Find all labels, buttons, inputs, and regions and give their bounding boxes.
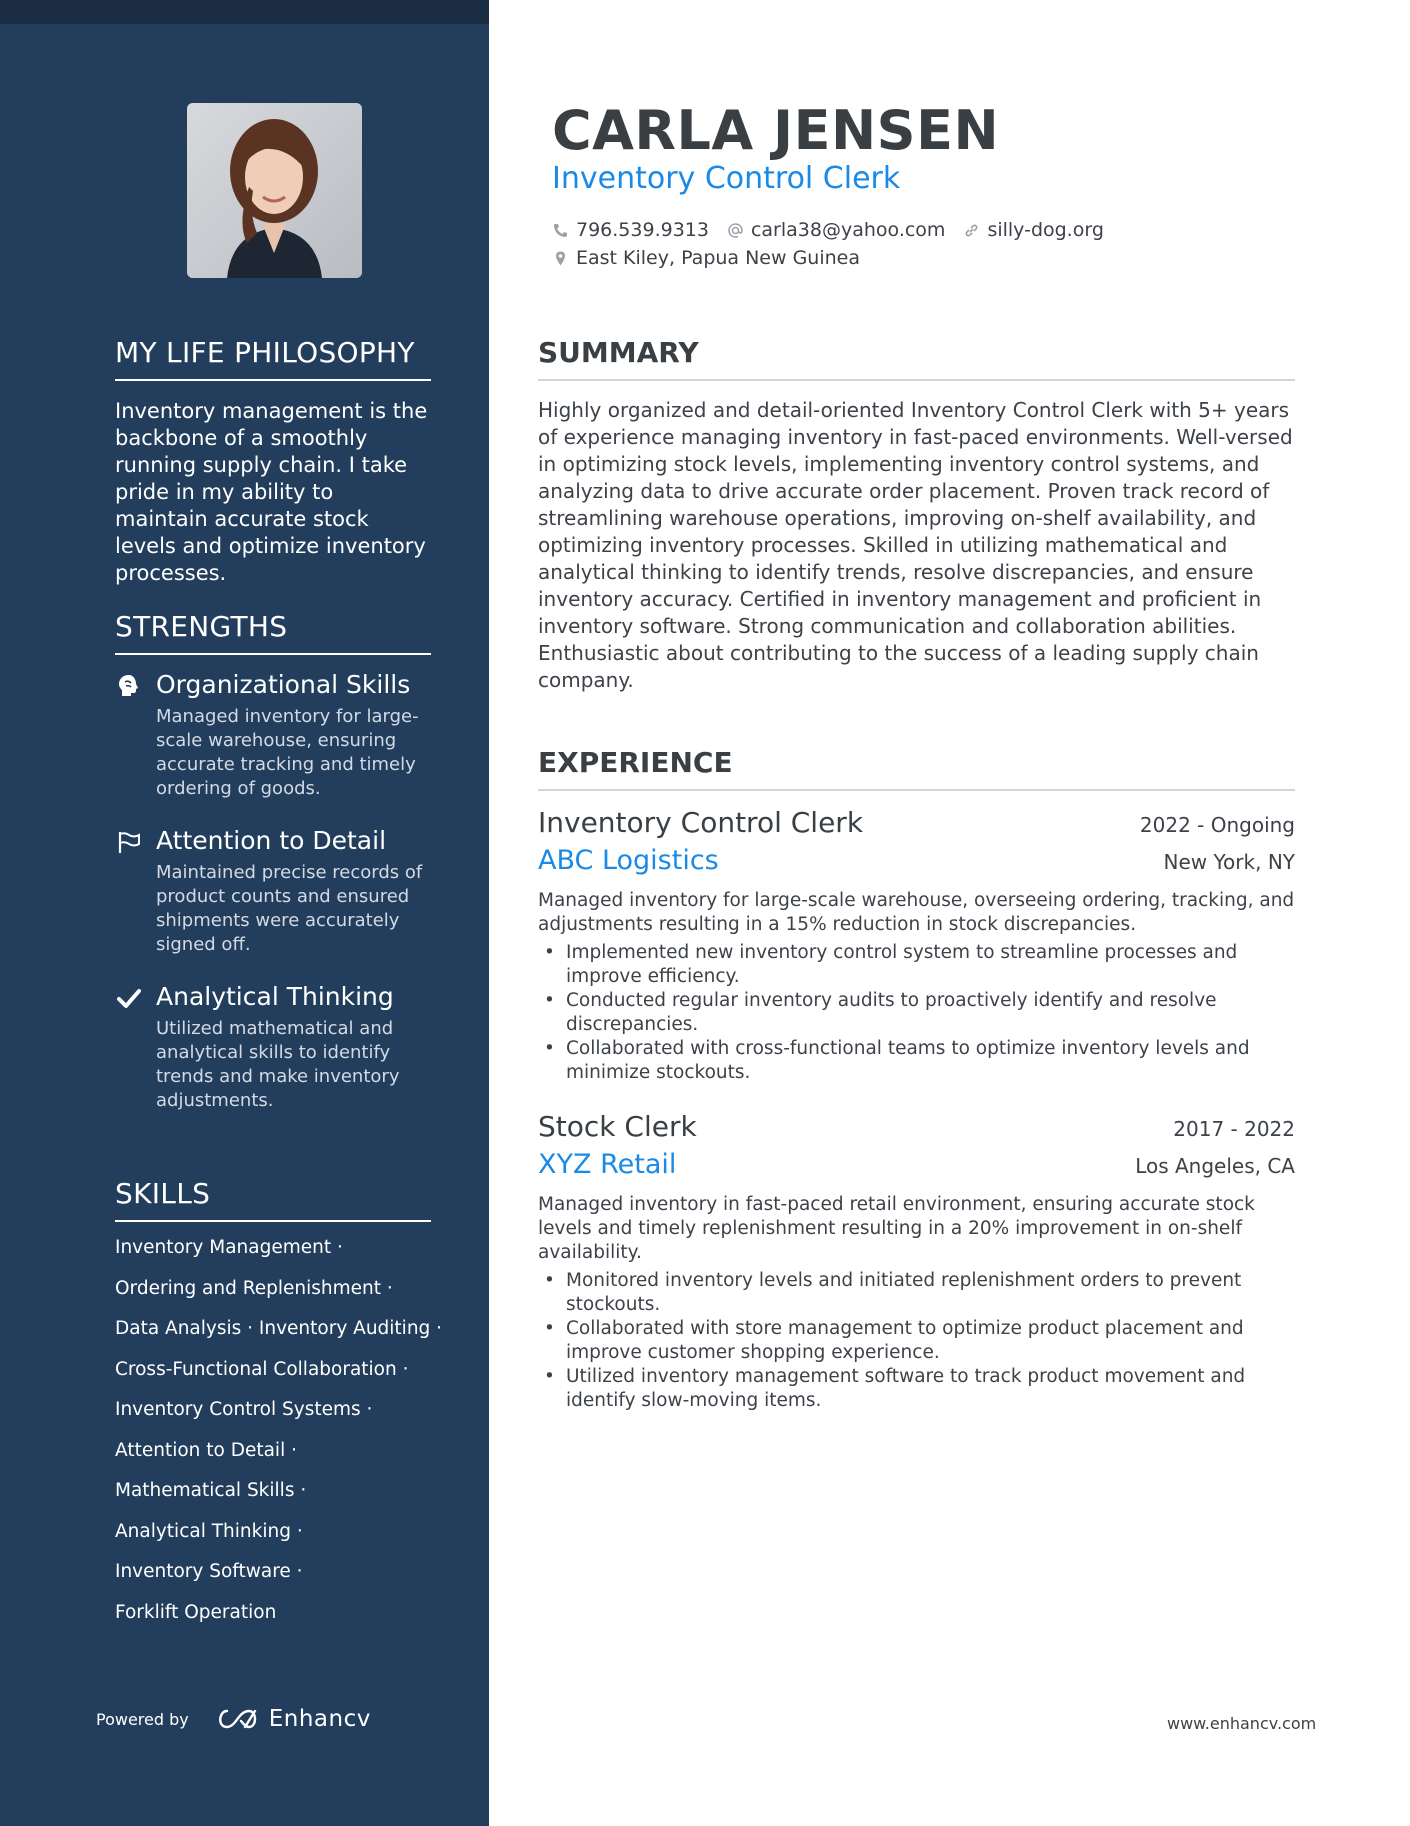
contact-website[interactable] — [963, 219, 1103, 241]
job-dates: 2017 - 2022 — [1173, 1117, 1295, 1141]
philosophy-text: Inventory management is the backbone of a smoothly running supply chain. I take pride in my ability to maintain accurate stock levels and optimize inventory processes. — [115, 399, 428, 585]
experience-section — [538, 746, 1295, 1413]
strength-desc: Maintained precise records of product counts and ensured shipments were accurately signed off. — [156, 862, 423, 955]
strength-desc: Managed inventory for large-scale warehouse, ensuring accurate tracking and timely ordering of goods. — [156, 706, 419, 799]
strength-item — [115, 669, 431, 801]
contact-email[interactable] — [727, 219, 945, 241]
skill-item: Analytical Thinking · — [115, 1520, 303, 1542]
strength-item — [115, 981, 431, 1113]
job-bullet: • Utilized inventory management software to track product movement and identify slow-moving items. — [538, 1365, 1295, 1413]
strength-desc: Utilized mathematical and analytical skills to identify trends and make inventory adjustments. — [156, 1018, 400, 1111]
strengths-section — [115, 610, 431, 1113]
contact-location — [552, 247, 860, 269]
job-entry — [538, 1109, 1295, 1413]
job-company: ABC Logistics — [538, 845, 719, 876]
brain-icon — [116, 673, 142, 699]
skill-item: Inventory Control Systems · — [115, 1399, 373, 1420]
job-dates: 2022 - Ongoing — [1139, 813, 1295, 837]
skill-item: Forklift Operation — [115, 1601, 277, 1623]
skill-item: Cross-Functional Collaboration · — [115, 1358, 409, 1380]
skill-item: Attention to Detail · — [115, 1439, 297, 1461]
location-text: East Kiley, Papua New Guinea — [576, 247, 860, 269]
powered-by-label: Powered by — [96, 1709, 189, 1729]
job-bullet: • Collaborated with store management to optimize product placement and improve customer shopping experience. — [538, 1317, 1295, 1365]
job-location: Los Angeles, CA — [1135, 1154, 1295, 1178]
skills-section — [115, 1177, 443, 1633]
job-company: XYZ Retail — [538, 1149, 677, 1180]
job-role: Stock Clerk — [538, 1110, 697, 1143]
strength-title: Organizational Skills — [156, 670, 411, 699]
job-bullet: • Conducted regular inventory audits to proactively identify and resolve discrepancies. — [538, 989, 1295, 1037]
skills-list — [115, 1228, 443, 1633]
skill-item: Inventory Management · — [115, 1237, 343, 1258]
strengths-heading: STRENGTHS — [115, 610, 431, 655]
footer-url-link[interactable]: www.enhancv.com — [1167, 1714, 1317, 1733]
link-icon — [963, 222, 980, 239]
portrait-image — [187, 103, 362, 278]
job-bullets — [538, 1269, 1295, 1413]
contact-info — [552, 216, 1122, 272]
enhancv-logo-icon — [215, 1707, 261, 1731]
job-bullet: • Monitored inventory levels and initiated replenishment orders to prevent stockouts. — [538, 1269, 1295, 1317]
check-icon — [116, 985, 142, 1011]
job-bullets — [538, 941, 1295, 1085]
summary-section — [538, 336, 1295, 694]
skill-item: Inventory Software · — [115, 1561, 303, 1582]
skill-item: Mathematical Skills · — [115, 1480, 307, 1501]
job-location: New York, NY — [1163, 850, 1295, 874]
enhancv-brand-text: Enhancv — [268, 1706, 371, 1732]
enhancv-logo-link[interactable] — [215, 1706, 371, 1732]
flag-icon — [116, 829, 142, 855]
phone-text: 796.539.9313 — [576, 219, 709, 241]
summary-heading: SUMMARY — [538, 336, 1295, 381]
strength-title: Attention to Detail — [156, 826, 387, 855]
candidate-name: CARLA JENSEN — [552, 99, 1000, 162]
candidate-title: Inventory Control Clerk — [552, 161, 901, 196]
strength-item — [115, 825, 431, 957]
at-icon — [727, 222, 744, 239]
location-pin-icon — [552, 250, 569, 267]
job-entry — [538, 805, 1295, 1085]
website-text: silly-dog.org — [987, 219, 1104, 241]
philosophy-section — [115, 336, 431, 587]
job-role: Inventory Control Clerk — [538, 806, 864, 839]
job-description: Managed inventory in fast-paced retail environment, ensuring accurate stock levels and timely replenishment resulting in a 20% improvement in on-shelf availability. — [538, 1194, 1255, 1263]
job-bullet: • Implemented new inventory control system to streamline processes and improve efficiency. — [538, 941, 1295, 989]
powered-by — [96, 1706, 371, 1732]
skill-item: Ordering and Replenishment · — [115, 1277, 393, 1299]
experience-heading: EXPERIENCE — [538, 746, 1295, 791]
skill-item: Data Analysis · Inventory Auditing · — [115, 1318, 443, 1339]
email-text: carla38@yahoo.com — [750, 219, 946, 241]
sidebar — [0, 0, 489, 1826]
job-description: Managed inventory for large-scale warehouse, overseeing ordering, tracking, and adjustments resulting in a 15% reduction in stock discrepancies. — [538, 890, 1295, 935]
strength-title: Analytical Thinking — [156, 982, 394, 1011]
phone-icon — [552, 222, 569, 239]
contact-phone — [552, 219, 709, 241]
skills-heading: SKILLS — [115, 1177, 431, 1222]
job-bullet: • Collaborated with cross-functional teams to optimize inventory levels and minimize stockouts. — [538, 1037, 1295, 1085]
philosophy-heading: MY LIFE PHILOSOPHY — [115, 336, 431, 381]
summary-text: Highly organized and detail-oriented Inventory Control Clerk with 5+ years of experience managing inventory in fast-paced environments. Well-versed in optimizing stock levels, implementing inventory control systems, and analyzing data to drive accurate order placement. Proven track record of streamlining warehouse operations, improving on-shelf availability, and optimizing inventory processes. Skilled in utilizing mathematical and analytical thinking to identify trends, resolve discrepancies, and ensure inventory accuracy. Certified in inventory management and proficient in inventory software. Strong communication and collaboration abilities. Enthusiastic about contributing to the success of a leading supply chain company. — [538, 398, 1293, 692]
profile-photo — [187, 103, 362, 278]
sidebar-top-bar — [0, 0, 489, 24]
